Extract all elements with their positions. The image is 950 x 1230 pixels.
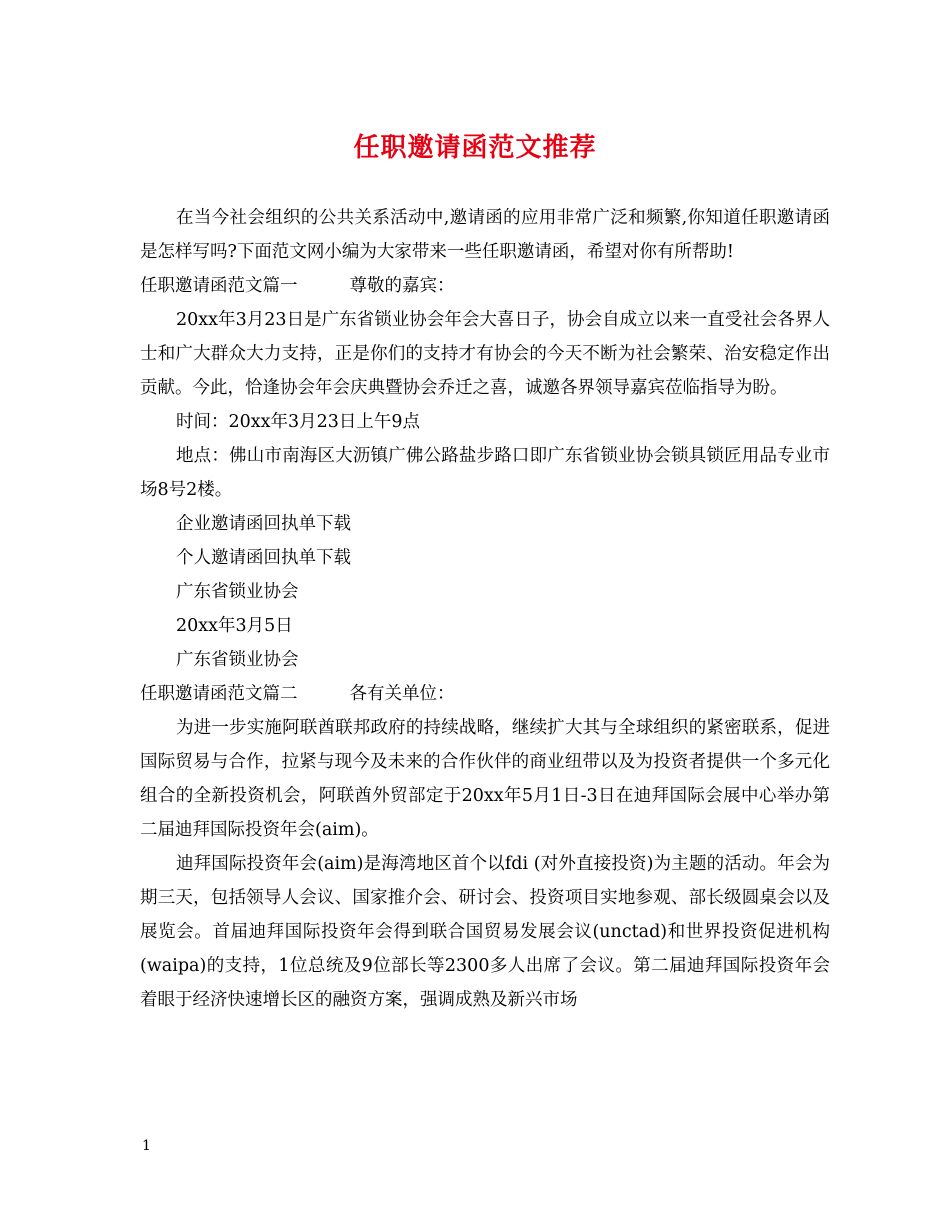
section-2-heading-line — [140, 677, 830, 711]
signature-date: 20xx年3月5日 — [176, 616, 293, 636]
page-title: 任职邀请函范文推荐 — [353, 133, 597, 163]
section-1-heading: 任职邀请函范文篇一 — [140, 276, 298, 296]
signer: 广东省锁业协会 — [176, 582, 299, 602]
download-link-enterprise: 企业邀请函回执单下载 — [176, 514, 351, 534]
download-link-personal: 个人邀请函回执单下载 — [176, 548, 351, 568]
event-time: 时间：20xx年3月23日上午9点 — [176, 412, 421, 432]
event-place: 地点：佛山市南海区大沥镇广佛公路盐步路口即广东省锁业协会锁具锁匠用品专业市场8号2楼。 — [140, 446, 830, 500]
document-body — [140, 201, 830, 1017]
section-2-paragraph-2: 迪拜国际投资年会(aim)是海湾地区首个以fdi (对外直接投资)为主题的活动。年会为期三天，包括领导人会议、国家推介会、研讨会、投资项目实地参观、部长级圆桌会以及展览会。首届迪拜国际投资年会得到联合国贸易发展会议(unctad)和世界投资促进机构(waipa)的支持，1位总统及9位部长等2300多人出席了会议。第二届迪拜国际投资年会着眼于经济快速增长区的融资方案，强调成熟及新兴市场 — [140, 854, 830, 1010]
section-1-salutation: 尊敬的嘉宾： — [349, 276, 455, 296]
signer-repeat: 广东省锁业协会 — [176, 650, 299, 670]
intro-paragraph: 在当今社会组织的公共关系活动中,邀请函的应用非常广泛和频繁,你知道任职邀请函是怎样写吗?下面范文网小编为大家带来一些任职邀请函，希望对你有所帮助! — [140, 208, 830, 262]
section-1-paragraph: 20xx年3月23日是广东省锁业协会年会大喜日子，协会自成立以来一直受社会各界人士和广大群众大力支持，正是你们的支持才有协会的今天不断为社会繁荣、治安稳定作出贡献。今此，恰逢协会年会庆典暨协会乔迁之喜，诚邀各界领导嘉宾莅临指导为盼。 — [140, 310, 830, 398]
section-2-salutation: 各有关单位： — [349, 684, 455, 704]
section-1-heading-line — [140, 269, 830, 303]
page-number: 1 — [142, 1138, 151, 1154]
section-2-heading: 任职邀请函范文篇二 — [140, 684, 298, 704]
section-2-paragraph-1: 为进一步实施阿联酋联邦政府的持续战略，继续扩大其与全球组织的紧密联系，促进国际贸易与合作，拉紧与现今及未来的合作伙伴的商业纽带以及为投资者提供一个多元化组合的全新投资机会，阿联酋外贸部定于20xx年5月1日-3日在迪拜国际会展中心举办第二届迪拜国际投资年会(aim)。 — [140, 718, 830, 840]
